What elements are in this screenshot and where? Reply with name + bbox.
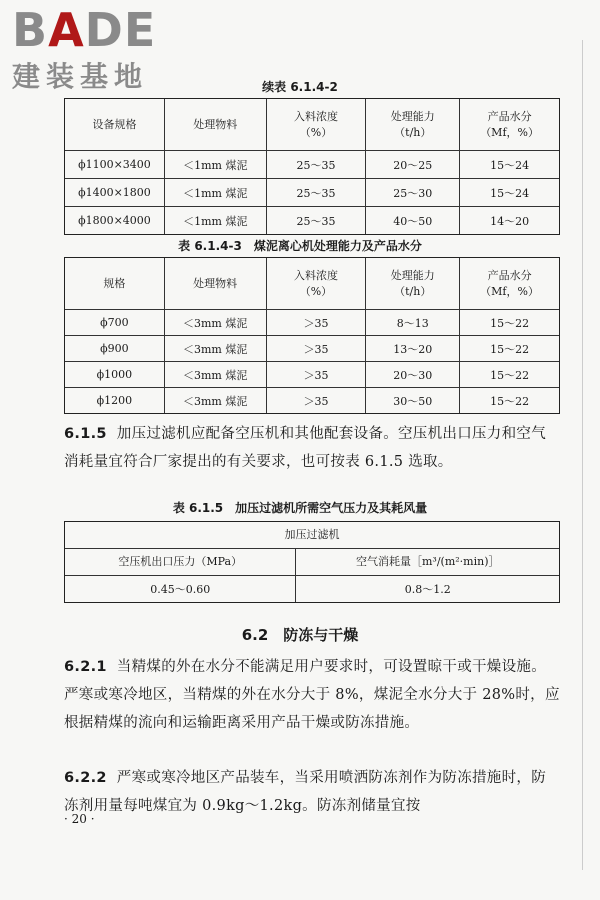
table2-header-material: 处理物料	[164, 258, 266, 310]
cell: ＜1mm 煤泥	[164, 207, 266, 235]
table1	[64, 98, 560, 235]
cell: 0.8～1.2	[296, 576, 560, 603]
cell: ＞35	[266, 310, 366, 336]
table2-header-capacity: 处理能力 （t/h）	[366, 258, 460, 310]
cell: 15～22	[460, 388, 560, 414]
table2-header-spec: 规格	[65, 258, 165, 310]
cell: 25～35	[266, 179, 366, 207]
cell: ＜3mm 煤泥	[164, 336, 266, 362]
cell: ＜3mm 煤泥	[164, 362, 266, 388]
table-row	[65, 179, 560, 207]
clause-text: 当精煤的外在水分不能满足用户要求时，可设置晾干或干燥设施。严寒或寒冷地区，当精煤的外在水分大于 8%，煤泥全水分大于 28%时，应根据精煤的流向和运输距离采用产品干燥或防冻措施。	[64, 659, 560, 731]
table-row	[65, 151, 560, 179]
table1-header-material: 处理物料	[164, 99, 266, 151]
cell: ＜1mm 煤泥	[164, 151, 266, 179]
logo-wordmark: BADE	[12, 3, 157, 57]
cell: 14～20	[460, 207, 560, 235]
table2-header-concentration: 入料浓度 （%）	[266, 258, 366, 310]
cell: ϕ1000	[65, 362, 165, 388]
clause-number: 6.2.2	[64, 770, 107, 786]
clause-number: 6.2.1	[64, 659, 107, 675]
table3-header-row	[65, 549, 560, 576]
table-row	[65, 310, 560, 336]
table-row	[65, 336, 560, 362]
cell: ＞35	[266, 362, 366, 388]
cell: ϕ1800×4000	[65, 207, 165, 235]
clause-text: 严寒或寒冷地区产品装车，当采用喷洒防冻剂作为防冻措施时，防冻剂用量每吨煤宜为 0.9kg～1.2kg。防冻剂储量宜按	[64, 770, 546, 814]
cell: 15～22	[460, 310, 560, 336]
clause-6-2-2	[64, 764, 560, 820]
table2-header-moisture: 产品水分 （Mf，%）	[460, 258, 560, 310]
cell: ϕ1100×3400	[65, 151, 165, 179]
cell: ＜3mm 煤泥	[164, 310, 266, 336]
table1-header-capacity: 处理能力 （t/h）	[366, 99, 460, 151]
section-heading: 6.2 防冻与干燥	[241, 626, 359, 644]
cell: 20～30	[366, 362, 460, 388]
cell: ＜3mm 煤泥	[164, 388, 266, 414]
cell: ϕ900	[65, 336, 165, 362]
clause-6-2-1	[64, 653, 560, 737]
table1-header-concentration: 入料浓度 （%）	[266, 99, 366, 151]
cell: 0.45～0.60	[65, 576, 296, 603]
table3-header-pressure: 空压机出口压力（MPa）	[65, 549, 296, 576]
clause-number: 6.1.5	[64, 426, 107, 442]
table1-header-row	[65, 99, 560, 151]
cell: 15～22	[460, 362, 560, 388]
table3-group-row	[65, 522, 560, 549]
table3-caption: 表 6.1.5 加压过滤机所需空气压力及其耗风量	[172, 501, 428, 515]
logo-subtitle: 建装基地	[12, 60, 149, 93]
clause-6-1-5	[64, 420, 560, 476]
page-number: · 20 ·	[64, 812, 95, 826]
table3-group-header: 加压过滤机	[65, 522, 560, 549]
table-row	[65, 362, 560, 388]
cell: 40～50	[366, 207, 460, 235]
clause-text: 加压过滤机应配备空压机和其他配套设备。空压机出口压力和空气消耗量宜符合厂家提出的有关要求，也可按表 6.1.5 选取。	[64, 426, 546, 470]
cell: 25～35	[266, 151, 366, 179]
cell: 30～50	[366, 388, 460, 414]
table-row	[65, 576, 560, 603]
cell: ϕ1200	[65, 388, 165, 414]
table1-caption: 续表 6.1.4-2	[262, 80, 338, 94]
table-row	[65, 207, 560, 235]
cell: ϕ700	[65, 310, 165, 336]
table2-caption: 表 6.1.4-3 煤泥离心机处理能力及产品水分	[178, 239, 422, 253]
cell: 15～24	[460, 151, 560, 179]
cell: ＞35	[266, 336, 366, 362]
cell: 20～25	[366, 151, 460, 179]
table3	[64, 521, 560, 603]
cell: 8～13	[366, 310, 460, 336]
table2-header-row	[65, 258, 560, 310]
cell: ＞35	[266, 388, 366, 414]
cell: 15～24	[460, 179, 560, 207]
cell: ϕ1400×1800	[65, 179, 165, 207]
table2	[64, 257, 560, 414]
cell: 25～35	[266, 207, 366, 235]
cell: ＜1mm 煤泥	[164, 179, 266, 207]
table3-header-air-consumption: 空气消耗量［m³/(m²·min)］	[296, 549, 560, 576]
table-row	[65, 388, 560, 414]
table1-header-spec: 设备规格	[65, 99, 165, 151]
cell: 15～22	[460, 336, 560, 362]
cell: 13～20	[366, 336, 460, 362]
page-edge-line	[582, 40, 583, 870]
cell: 25～30	[366, 179, 460, 207]
table1-header-moisture: 产品水分 （Mf，%）	[460, 99, 560, 151]
